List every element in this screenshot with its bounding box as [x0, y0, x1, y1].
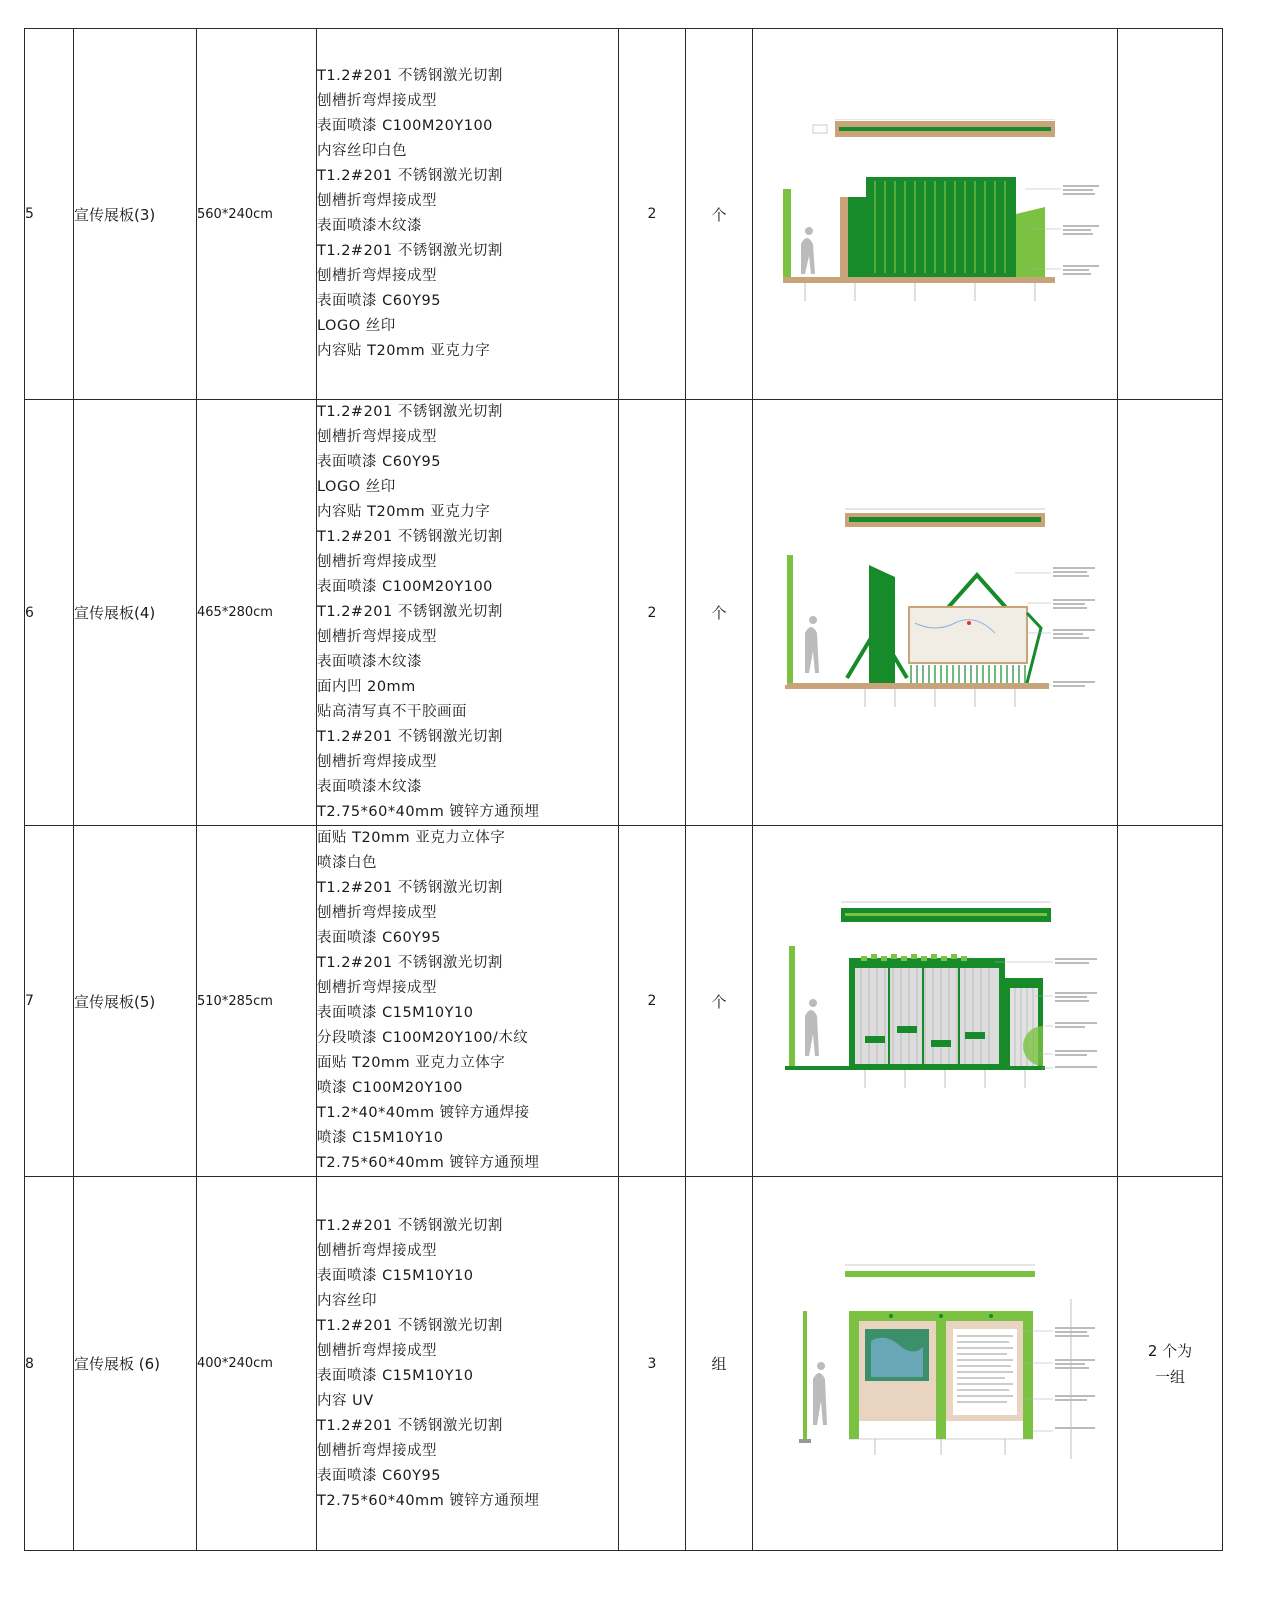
spec-line: T2.75*60*40mm 镀锌方通预埋 [317, 1492, 540, 1509]
item-unit: 个 [686, 400, 753, 826]
item-spec [317, 400, 619, 826]
item-spec [317, 29, 619, 400]
spec-line: T2.75*60*40mm 镀锌方通预埋 [317, 1155, 540, 1171]
spec-table [24, 28, 1223, 1551]
item-number: 5 [25, 29, 74, 400]
note-line: 一组 [1154, 1367, 1185, 1386]
item-size: 560*240cm [197, 29, 317, 400]
item-unit: 个 [686, 826, 753, 1177]
item-name: 宣传展板(4) [74, 400, 197, 826]
item-spec [317, 826, 619, 1177]
item-unit: 组 [686, 1177, 753, 1551]
spec-line: T1.2#201 不锈钢激光切割 [317, 1217, 503, 1234]
spec-line: 刨槽折弯焊接成型 [317, 193, 437, 209]
spec-line: T2.75*60*40mm 镀锌方通预埋 [317, 804, 540, 820]
spec-line: 面贴 T20mm 亚克力立体字 [317, 1055, 506, 1071]
spec-line: LOGO 丝印 [317, 479, 396, 495]
table-row [25, 400, 1223, 826]
spec-line: 刨槽折弯焊接成型 [317, 905, 437, 921]
spec-line: 内容丝印 [317, 1292, 377, 1309]
spec-line: T1.2#201 不锈钢激光切割 [317, 243, 503, 259]
spec-line: T1.2#201 不锈钢激光切割 [317, 1317, 503, 1334]
spec-line: 刨槽折弯焊接成型 [317, 268, 437, 284]
spec-line: 面内凹 20mm [317, 679, 416, 695]
spec-line: T1.2#201 不锈钢激光切割 [317, 404, 503, 420]
spec-line: T1.2#201 不锈钢激光切割 [317, 604, 503, 620]
item-size: 510*285cm [197, 826, 317, 1177]
item-quantity: 3 [619, 1177, 686, 1551]
signboard-6-drawing [765, 1259, 1105, 1469]
spec-line: 喷漆 C15M10Y10 [317, 1130, 444, 1146]
spec-line: T1.2*40*40mm 镀锌方通焊接 [317, 1105, 530, 1121]
item-size: 465*280cm [197, 400, 317, 826]
item-number: 6 [25, 400, 74, 826]
spec-line: T1.2#201 不锈钢激光切割 [317, 168, 503, 184]
signboard-4-drawing [765, 503, 1105, 723]
spec-line: LOGO 丝印 [317, 318, 396, 334]
item-number: 7 [25, 826, 74, 1177]
spec-line: 表面喷漆 C100M20Y100 [317, 118, 493, 134]
item-size: 400*240cm [197, 1177, 317, 1551]
item-name: 宣传展板(3) [74, 29, 197, 400]
item-quantity: 2 [619, 29, 686, 400]
spec-line: 内容贴 T20mm 亚克力字 [317, 504, 491, 520]
spec-line: 刨槽折弯焊接成型 [317, 1342, 437, 1359]
spec-line: 刨槽折弯焊接成型 [317, 93, 437, 109]
spec-line: 面贴 T20mm 亚克力立体字 [317, 830, 506, 846]
spec-line: T1.2#201 不锈钢激光切割 [317, 880, 503, 896]
spec-line: 刨槽折弯焊接成型 [317, 980, 437, 996]
spec-line: T1.2#201 不锈钢激光切割 [317, 68, 503, 84]
spec-line: 喷漆 C100M20Y100 [317, 1080, 463, 1096]
item-note [1118, 1177, 1223, 1551]
spec-line: 分段喷漆 C100M20Y100/木纹 [317, 1030, 529, 1046]
item-unit: 个 [686, 29, 753, 400]
spec-line: 表面喷漆 C100M20Y100 [317, 579, 493, 595]
item-spec [317, 1177, 619, 1551]
item-quantity: 2 [619, 826, 686, 1177]
spec-line: 表面喷漆 C60Y95 [317, 293, 441, 309]
spec-line: T1.2#201 不锈钢激光切割 [317, 955, 503, 971]
spec-line: 表面喷漆 C60Y95 [317, 930, 441, 946]
spec-line: T1.2#201 不锈钢激光切割 [317, 729, 503, 745]
item-number: 8 [25, 1177, 74, 1551]
table-row [25, 29, 1223, 400]
spec-line: T1.2#201 不锈钢激光切割 [317, 529, 503, 545]
item-quantity: 2 [619, 400, 686, 826]
spec-line: 内容贴 T20mm 亚克力字 [317, 343, 491, 359]
spec-line: 表面喷漆 C15M10Y10 [317, 1005, 474, 1021]
spec-line: 贴高清写真不干胶画面 [317, 704, 467, 720]
spec-line: 喷漆白色 [317, 855, 377, 871]
spec-line: 刨槽折弯焊接成型 [317, 1442, 437, 1459]
spec-line: 表面喷漆木纹漆 [317, 654, 422, 670]
table-row [25, 826, 1223, 1177]
spec-line: 内容 UV [317, 1392, 374, 1409]
spec-line: 刨槽折弯焊接成型 [317, 1242, 437, 1259]
spec-line: 内容丝印白色 [317, 143, 407, 159]
note-line: 2 个为 [1147, 1341, 1193, 1360]
spec-line: 表面喷漆 C15M10Y10 [317, 1267, 474, 1284]
signboard-3-drawing [765, 119, 1105, 309]
spec-line: 表面喷漆木纹漆 [317, 218, 422, 234]
signboard-5-drawing [765, 896, 1105, 1106]
spec-line: 刨槽折弯焊接成型 [317, 554, 437, 570]
item-name: 宣传展板 (6) [74, 1177, 197, 1551]
spec-line: 表面喷漆 C15M10Y10 [317, 1367, 474, 1384]
spec-line: T1.2#201 不锈钢激光切割 [317, 1417, 503, 1434]
spec-line: 表面喷漆 C60Y95 [317, 1467, 441, 1484]
spec-line: 刨槽折弯焊接成型 [317, 754, 437, 770]
spec-line: 表面喷漆木纹漆 [317, 779, 422, 795]
item-name: 宣传展板(5) [74, 826, 197, 1177]
spec-line: 表面喷漆 C60Y95 [317, 454, 441, 470]
spec-line: 刨槽折弯焊接成型 [317, 429, 437, 445]
table-row [25, 1177, 1223, 1551]
spec-line: 刨槽折弯焊接成型 [317, 629, 437, 645]
